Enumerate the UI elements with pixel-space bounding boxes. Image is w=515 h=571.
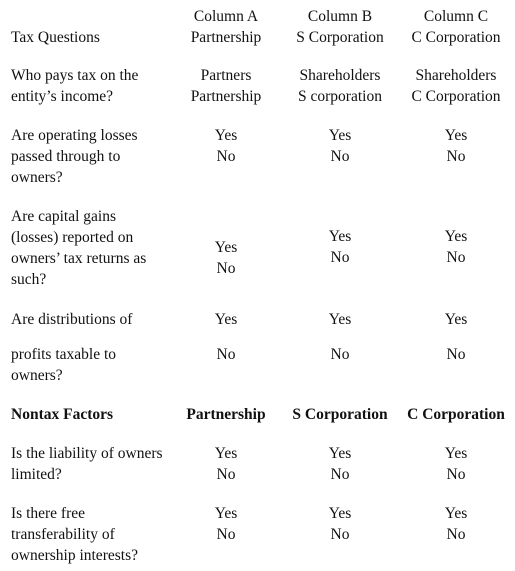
answer-b-operating-losses: Yes No (328, 127, 352, 165)
question-distributions: Are distributions of (11, 311, 133, 328)
answer-b-distributions: Yes (328, 311, 352, 328)
answer-c-who-pays-tax: Shareholders C Corporation (411, 67, 501, 105)
column-a-header: Column A Partnership (190, 8, 262, 46)
nontax-col-a-header: Partnership (186, 406, 266, 423)
answer-c-operating-losses: Yes No (444, 127, 468, 165)
answer-a-profits-taxable: No (216, 346, 236, 363)
answer-a-operating-losses: Yes No (214, 127, 238, 165)
question-capital-gains: Are capital gains (losses) reported on owners’ tax returns as such? (11, 208, 147, 288)
answer-a-free-transferability: Yes No (214, 505, 238, 543)
answer-c-profits-taxable: No (446, 346, 466, 363)
answer-c-free-transferability: Yes No (444, 505, 468, 543)
nontax-col-c-header: C Corporation (407, 406, 505, 423)
answer-b-capital-gains: Yes No (328, 228, 352, 266)
question-who-pays-tax: Who pays tax on the entity’s income? (11, 67, 139, 105)
question-profits-taxable: profits taxable to owners? (11, 346, 117, 384)
nontax-col-b-header: S Corporation (292, 406, 388, 423)
column-c-header: Column C C Corporation (411, 8, 501, 46)
answer-c-distributions: Yes (444, 311, 468, 328)
answer-a-distributions: Yes (214, 311, 238, 328)
answer-a-liability-limited: Yes No (214, 445, 238, 483)
nontax-factors-heading: Nontax Factors (11, 406, 114, 423)
tax-questions-header: Tax Questions (11, 29, 100, 46)
answer-c-liability-limited: Yes No (444, 445, 468, 483)
answer-b-profits-taxable: No (330, 346, 350, 363)
answer-b-free-transferability: Yes No (328, 505, 352, 543)
question-free-transferability: Is there free transferability of ownership interests? (11, 505, 138, 564)
answer-a-who-pays-tax: Partners Partnership (190, 67, 262, 105)
answer-b-who-pays-tax: Shareholders S corporation (298, 67, 382, 105)
question-operating-losses: Are operating losses passed through to owners? (11, 127, 138, 186)
answer-c-capital-gains: Yes No (444, 228, 468, 266)
answer-b-liability-limited: Yes No (328, 445, 352, 483)
question-liability-limited: Is the liability of owners limited? (11, 445, 163, 483)
column-b-header: Column B S Corporation (296, 8, 384, 46)
answer-a-capital-gains: Yes No (214, 239, 238, 277)
